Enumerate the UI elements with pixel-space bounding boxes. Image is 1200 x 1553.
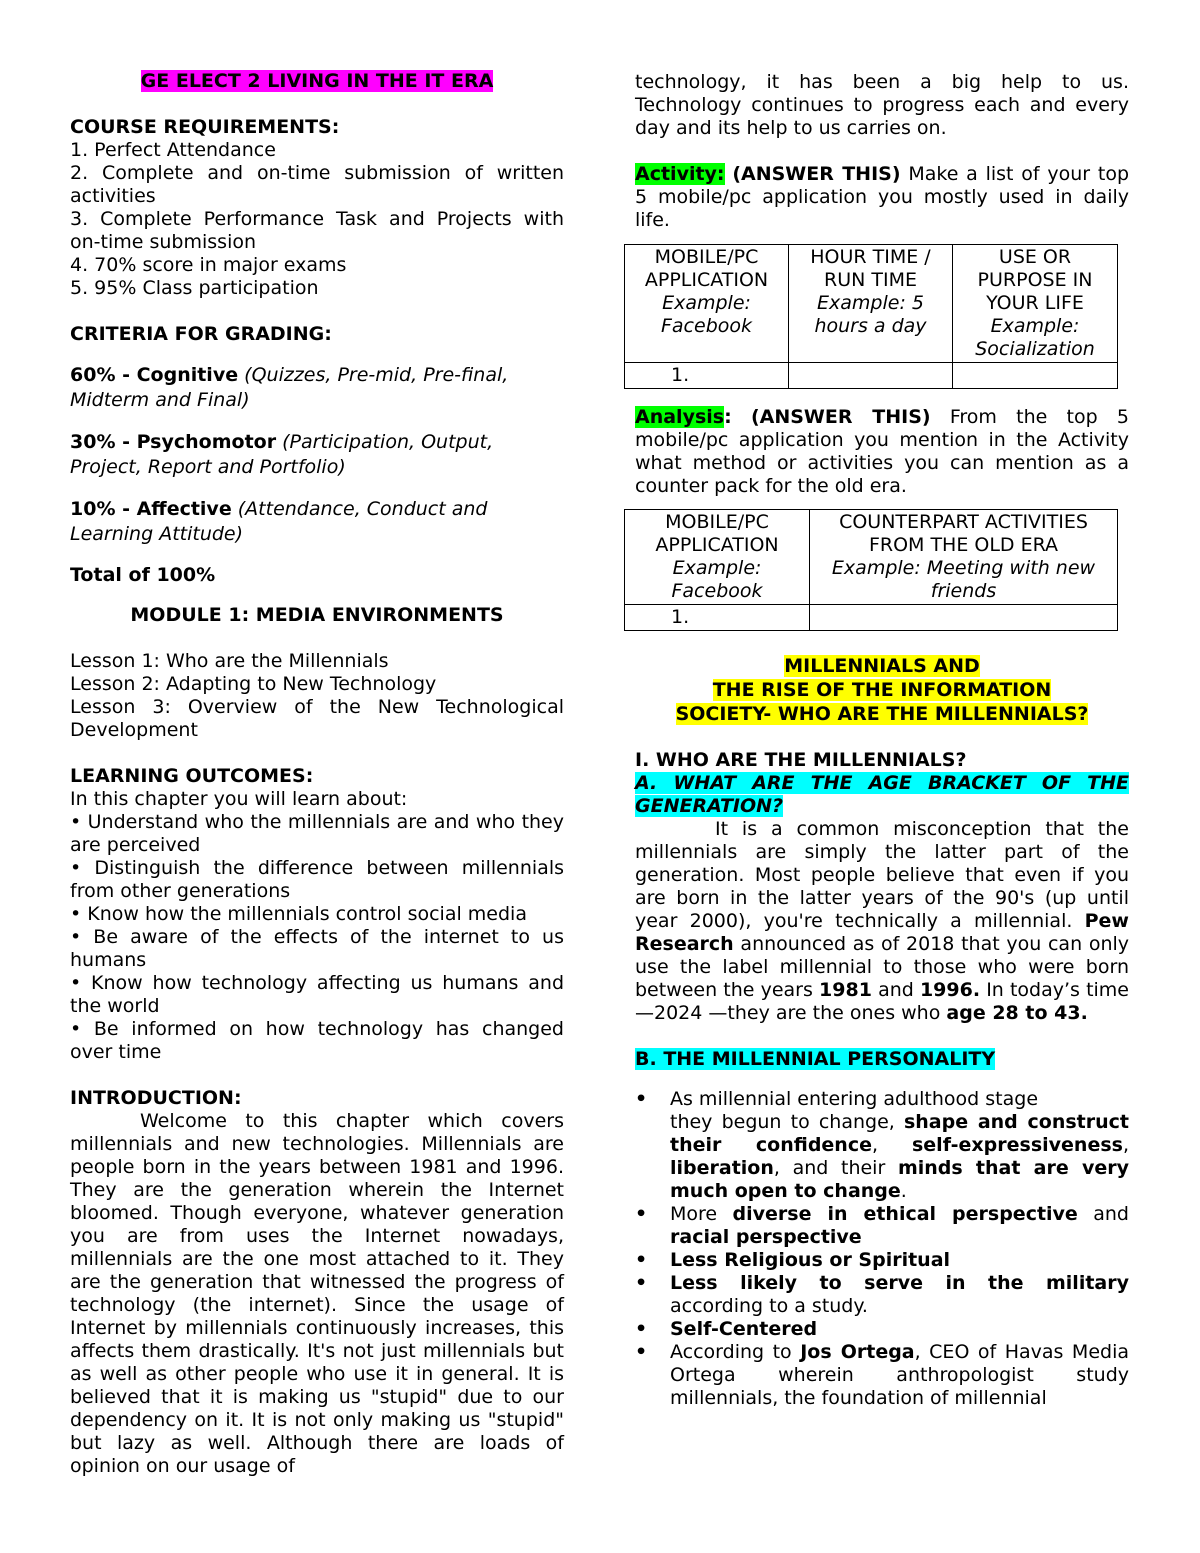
outcome-item: • Understand who the millennials are and who they are perceived <box>70 811 564 856</box>
lesson-item: Lesson 2: Adapting to New Technology <box>70 673 437 695</box>
section-title-line: SOCIETY- WHO ARE THE MILLENNIALS? <box>675 703 1089 725</box>
activity-table <box>624 244 1118 389</box>
outcome-item: • Be informed on how technology has changed over time <box>70 1018 564 1063</box>
total-line: Total of 100% <box>70 564 216 586</box>
analysis-table <box>624 509 1118 631</box>
criteria-item <box>70 363 564 413</box>
table-cell[interactable] <box>810 605 1118 631</box>
example-text: Example: Facebook <box>671 557 763 602</box>
criteria-label: 30% - Psychomotor <box>70 431 277 453</box>
introduction-continued: technology, it has been a big help to us. Technology continues to progress each and every day and its help to us carries on. <box>635 71 1129 139</box>
criteria-detail: (Quizzes, Pre-mid, Pre-final, Midterm and Final) <box>70 364 509 411</box>
pew-research: Pew Research <box>635 910 1129 955</box>
list-item: • Self-Centered <box>635 1318 1129 1341</box>
list-item: • More diverse in ethical perspective and racial perspective <box>635 1203 1129 1249</box>
list-item: • Less Religious or Spiritual <box>635 1249 1129 1272</box>
list-item: • According to Jos Ortega, CEO of Havas Media Ortega wherein anthropologist study millennials, the foundation of millennial <box>635 1341 1129 1410</box>
personality-list <box>635 1088 1129 1410</box>
course-req-item: 4. 70% score in major exams <box>70 254 347 276</box>
course-req-item: 1. Perfect Attendance <box>70 139 276 161</box>
doc-title-line <box>70 70 564 93</box>
outcome-item: • Know how the millennials control social media <box>70 903 527 925</box>
table-header-cell: COUNTERPART ACTIVITIES FROM THE OLD ERA Example: Meeting with new friends <box>810 510 1118 605</box>
course-req-item: 3. Complete Performance Task and Projects with on-time submission <box>70 208 564 253</box>
age-range: age 28 to 43. <box>946 1002 1088 1024</box>
table-header-cell: MOBILE/PC APPLICATION Example: Facebook <box>625 245 789 363</box>
left-column <box>70 70 564 1478</box>
list-item: • As millennial entering adulthood stage they begun to change, shape and construct their confidence, self-expressiveness, liberation, and their minds that are very much open to change. <box>635 1088 1129 1203</box>
activity-text: Make a list of your top 5 mobile/pc application you mostly used in daily life. <box>635 163 1130 231</box>
criteria-label: 60% - Cognitive <box>70 364 239 386</box>
table-row <box>625 605 1118 631</box>
course-req-item: 2. Complete and on-time submission of written activities <box>70 162 564 207</box>
outcome-item: • Distinguish the difference between millennials from other generations <box>70 857 564 902</box>
course-req-item: 5. 95% Class participation <box>70 277 319 299</box>
table-cell[interactable]: 1. <box>625 363 789 389</box>
table-cell[interactable]: 1. <box>625 605 810 631</box>
table-header-cell: USE OR PURPOSE IN YOUR LIFE Example: Socialization <box>953 245 1118 363</box>
question-heading: I. WHO ARE THE MILLENNIALS? <box>635 749 967 771</box>
criteria-heading: CRITERIA FOR GRADING: <box>70 323 332 345</box>
outcome-item: • Know how technology affecting us humans and the world <box>70 972 564 1017</box>
analysis-text: From the top 5 mobile/pc application you mention in the Activity what method or activities you can mention as a counter pack for the old era. <box>635 406 1129 497</box>
activity-instruction: (ANSWER THIS) <box>732 163 901 185</box>
example-text: Example: Facebook <box>660 292 753 337</box>
activity-label: Activity: <box>635 163 725 185</box>
table-cell[interactable] <box>953 363 1118 389</box>
section-title-line: THE RISE OF THE INFORMATION <box>712 679 1052 701</box>
introduction-text: Welcome to this chapter which covers millennials and new technologies. Millennials are people born in the years between 1981 and 1996. They are the generation wherein the Internet bloomed. Though everyone, whatever generation you are from uses the Internet nowadays, millennials are the one most attached to it. They are the generation that witnessed the progress of technology (the internet). Since the usage of Internet by millennials continuously increases, this affects them drastically. It's not just millennials but as well as other people who use it in general. It is believed that it is making us "stupid" due to our dependency on it. It is not only making us "stupid" but lazy as well. Although there are loads of opinion on our usage of <box>70 1110 564 1477</box>
lesson-item: Lesson 1: Who are the Millennials <box>70 650 389 672</box>
analysis-paragraph: Analysis: (ANSWER THIS) From the top 5 mobile/pc application you mention in the Activity what method or activities you can mention as a counter pack for the old era. <box>635 406 1129 497</box>
lesson-item: Lesson 3: Overview of the New Technological Development <box>70 696 564 741</box>
introduction-heading: INTRODUCTION: <box>70 1087 242 1109</box>
outcomes-heading: LEARNING OUTCOMES: <box>70 765 314 787</box>
outcome-item: • Be aware of the effects of the internet to us humans <box>70 926 564 971</box>
activity-paragraph <box>635 163 1129 232</box>
table-header-row <box>625 510 1118 605</box>
personality-heading: B. THE MILLENNIAL PERSONALITY <box>635 1048 996 1070</box>
analysis-instruction: (ANSWER THIS) <box>750 406 931 428</box>
module-title: MODULE 1: MEDIA ENVIRONMENTS <box>130 604 504 626</box>
criteria-detail: (Attendance, Conduct and Learning Attitude) <box>70 498 488 545</box>
criteria-label: 10% - Affective <box>70 498 232 520</box>
example-text: Example: Socialization <box>975 315 1095 360</box>
table-row <box>625 363 1118 389</box>
list-item: • Less likely to serve in the military according to a study. <box>635 1272 1129 1318</box>
course-requirements-heading: COURSE REQUIREMENTS: <box>70 116 340 138</box>
outcomes-intro: In this chapter you will learn about: <box>70 788 408 810</box>
section-title-line: MILLENNIALS AND <box>784 655 980 677</box>
example-text: Example: 5 hours a day <box>814 292 927 337</box>
criteria-item <box>70 430 564 480</box>
table-header-row <box>625 245 1118 363</box>
age-bracket-text: It is a common misconception that the millennials are simply the latter part of the generation. Most people believe that even if you are born in the latter years of the 90's (up until year 2000), you're technically a millennial. Pew Research announced as of 2018 that you can only use the label millennial to those who were born between the years 1981 and 1996. In today’s time —2024 —they are the ones who age 28 to 43. <box>635 818 1130 1024</box>
right-column <box>635 71 1129 1410</box>
criteria-detail: (Participation, Output, Project, Report and Portfolio) <box>70 431 494 478</box>
example-text: Example: Meeting with new friends <box>831 557 1096 602</box>
criteria-item <box>70 497 564 547</box>
table-header-cell: MOBILE/PC APPLICATION Example: Facebook <box>625 510 810 605</box>
table-header-cell: HOUR TIME / RUN TIME Example: 5 hours a day <box>789 245 953 363</box>
table-cell[interactable] <box>789 363 953 389</box>
doc-title: GE ELECT 2 LIVING IN THE IT ERA <box>140 70 494 92</box>
analysis-label: Analysis <box>635 406 725 428</box>
age-bracket-heading: A. WHAT ARE THE AGE BRACKET OF THE GENERATION? <box>635 772 1129 817</box>
